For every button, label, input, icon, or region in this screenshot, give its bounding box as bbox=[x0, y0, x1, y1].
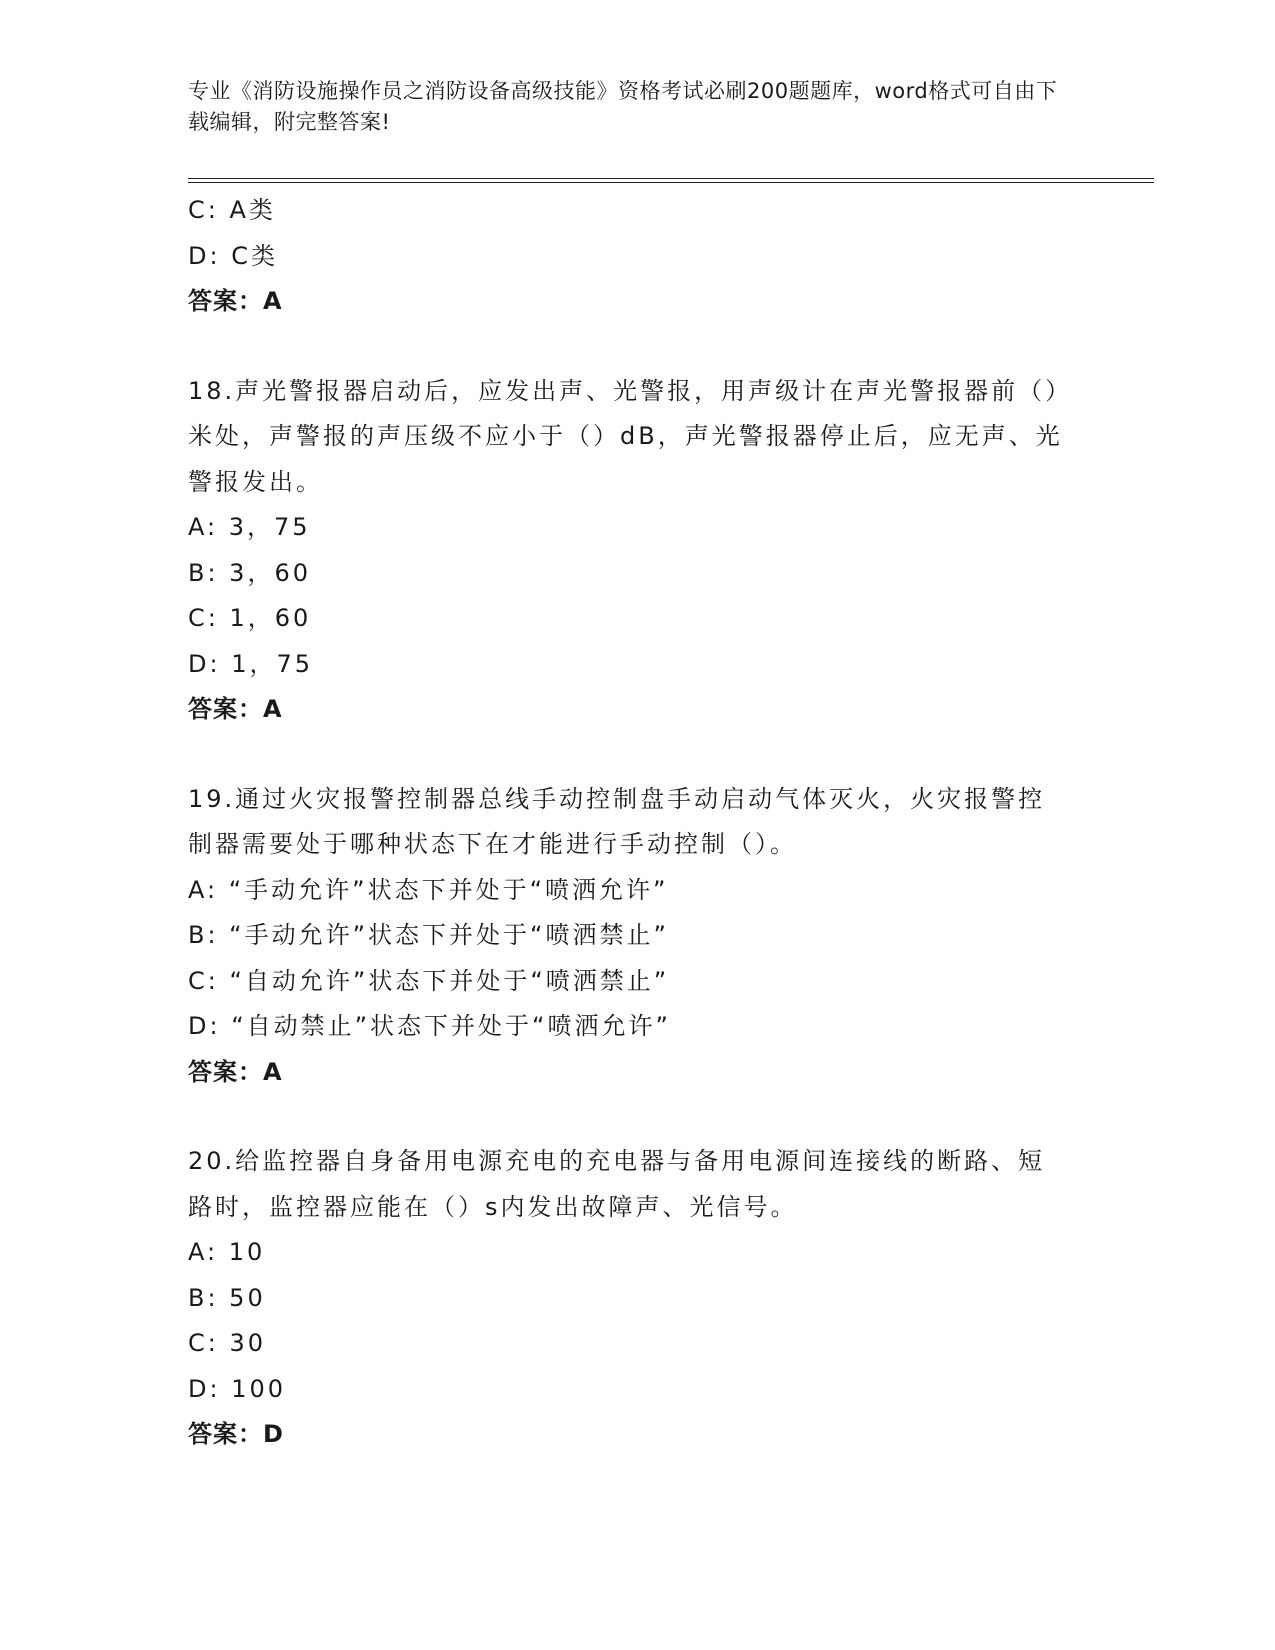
option-b: B: 3，60 bbox=[188, 558, 311, 587]
option-c: C: 30 bbox=[188, 1329, 267, 1357]
option-b: B: 50 bbox=[188, 1283, 266, 1312]
option-d: D: C类 bbox=[188, 241, 278, 270]
question-text: 18.声光警报器启动后，应发出声、光警报，用声级计在声光警报器前（）米处，声警报的声压级不应小于（）dB，声光警报器停止后，应无声、光警报发出。 bbox=[188, 376, 1063, 496]
question-17-tail bbox=[188, 188, 1088, 325]
option-c: C: A类 bbox=[188, 196, 276, 224]
question-text: 20.给监控器自身备用电源充电的充电器与备用电源间连接线的断路、短路时，监控器应能在（）s内发出故障声、光信号。 bbox=[188, 1147, 1046, 1221]
option-c: C: “自动允许”状态下并处于“喷洒禁止” bbox=[188, 966, 670, 995]
option-a: A: 10 bbox=[188, 1238, 266, 1266]
answer: 答案：A bbox=[188, 287, 283, 315]
option-d: D: “自动禁止”状态下并处于“喷洒允许” bbox=[188, 1012, 671, 1040]
option-a: A: 3，75 bbox=[188, 513, 311, 541]
answer: 答案：A bbox=[188, 1057, 283, 1086]
header-divider bbox=[188, 178, 1154, 183]
page-header: 专业《消防设施操作员之消防设备高级技能》资格考试必刷200题题库，word格式可自由下载编辑，附完整答案! bbox=[188, 79, 1058, 134]
document-body bbox=[188, 188, 1088, 1458]
option-d: D: 100 bbox=[188, 1374, 287, 1403]
option-a: A: “手动允许”状态下并处于“喷洒允许” bbox=[188, 875, 669, 904]
question-18 bbox=[188, 369, 1088, 733]
question-text: 19.通过火灾报警控制器总线手动控制盘手动启动气体灭火，火灾报警控制器需要处于哪种状态下在才能进行手动控制（）。 bbox=[188, 784, 1046, 858]
option-d: D: 1，75 bbox=[188, 649, 314, 678]
question-19 bbox=[188, 777, 1088, 1096]
answer: 答案：D bbox=[188, 1420, 284, 1448]
option-c: C: 1，60 bbox=[188, 604, 312, 632]
option-b: B: “手动允许”状态下并处于“喷洒禁止” bbox=[188, 921, 669, 949]
answer: 答案：A bbox=[188, 695, 283, 723]
question-20 bbox=[188, 1139, 1088, 1458]
